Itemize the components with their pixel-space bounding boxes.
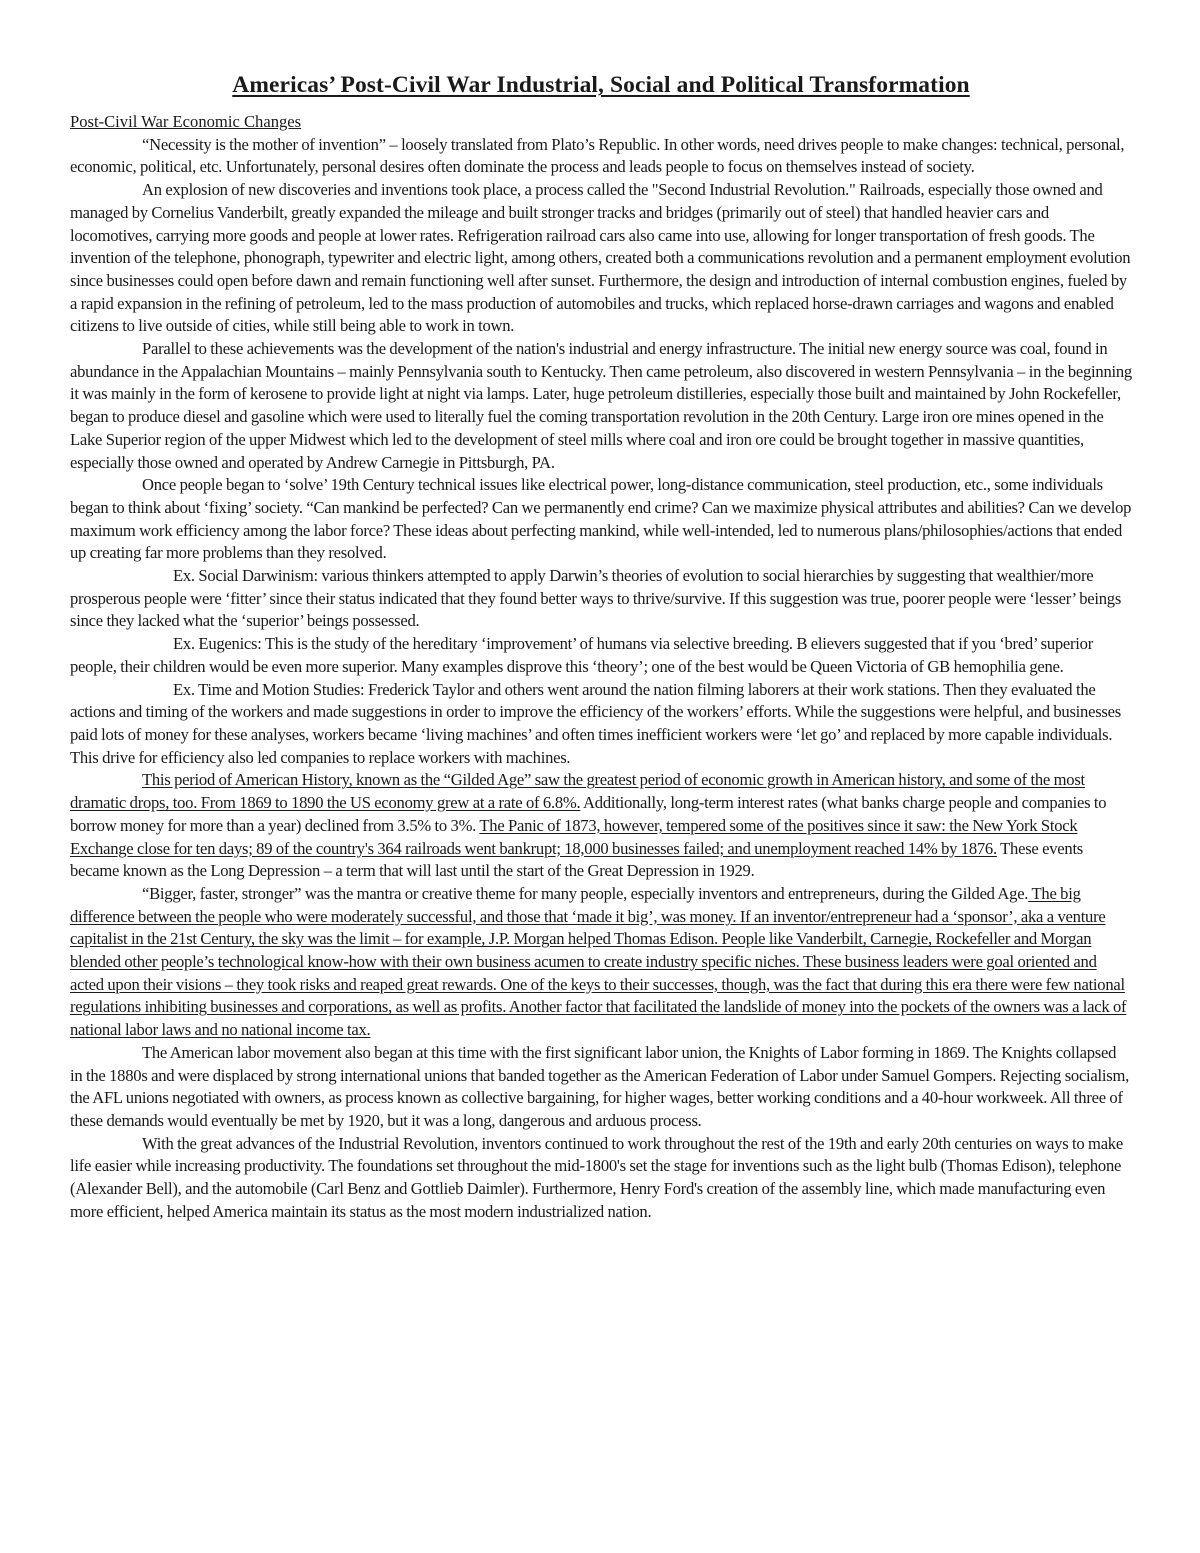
panic-1873-underlined-text: The Panic of 1873, however, tempered some of the positives since it saw: the New York Stock Exchange close for ten days; 89 of the country's 364 railroads went bankrupt; 18,000 businesses failed; and unemployment reached 14% by 1876. (70, 815, 1078, 858)
paragraph-second-industrial-revolution: An explosion of new discoveries and inventions took place, a process called the "Second Industrial Revolution." Railroads, especially those owned and managed by Cornelius Vanderbilt, greatly expanded the mileage and built stronger tracks and bridges (primarily out of steel) that handled heavier cars and locomotives, carrying more goods and people at lower rates. Refrigeration railroad cars also came into use, allowing for longer transportation of fresh goods. The invention of the telephone, phonograph, typewriter and electric light, among others, created both a communications revolution and a permanent employment evolution since businesses could open before dawn and remain functioning well after sunset. Furthermore, the design and introduction of internal combustion engines, fueled by a rapid expansion in the refining of petroleum, led to the mass production of automobiles and trucks, which replaced horse-drawn carriages and wagons and enabled citizens to live outside of cities, while still being able to work in town. (70, 180, 1131, 336)
paragraph-industrial-advances: With the great advances of the Industrial Revolution, inventors continued to work throughout the rest of the 19th and early 20th centuries on ways to make life easier while increasing productivity. The foundations set throughout the mid-1800's set the stage for inventions such as the light bulb (Thomas Edison), telephone (Alexander Bell), and the automobile (Carl Benz and Gottlieb Daimler). Furthermore, Henry Ford's creation of the assembly line, which made manufacturing even more efficient, helped America maintain its status as the most modern industrialized nation. (70, 1133, 1123, 1221)
paragraph-time-motion: Ex. Time and Motion Studies: Frederick Taylor and others went around the nation filming laborers at their work stations. Then they evaluated the actions and timing of the workers and made suggestions in order to improve the efficiency of the workers’ efforts. While the suggestions were helpful, and businesses paid lots of money for these analyses, workers became ‘living machines’ and often times inefficient workers were ‘let go’ and replaced by more capable individuals. This drive for efficiency also led companies to replace workers with machines. (70, 679, 1121, 767)
paragraph-fixing-society: Once people began to ‘solve’ 19th Century technical issues like electrical power, long-distance communication, steel production, etc., some individuals began to think about ‘fixing’ society. “Can mankind be perfected? Can we permanently end crime? Can we maximize physical attributes and abilities? Can we develop maximum work efficiency among the labor force? These ideas about perfecting mankind, while well-intended, led to numerous plans/philosophies/actions that ended up creating far more problems than they resolved. (70, 475, 1132, 563)
bigger-faster-text: “Bigger, faster, stronger” was the mantra or creative theme for many people, especially inventors and entrepreneurs, during the Gilded Age. (142, 883, 1029, 903)
interest-rates-text: Additionally, long-term interest rates (what banks charge people and companies to borrow money for more than a year) declined from 3.5% to 3%. (70, 793, 1107, 835)
paragraph-necessity: “Necessity is the mother of invention” – loosely translated from Plato’s Republic. In other words, need drives people to make changes: technical, personal, economic, political, etc. Unfortunately, personal desires often dominate the process and leads people to focus on themselves instead of society. (70, 134, 1125, 177)
paragraph-labor-movement: The American labor movement also began at this time with the first significant labor union, the Knights of Labor forming in 1869. The Knights collapsed in the 1880s and were displaced by strong international unions that banded together as the American Federation of Labor under Samuel Gompers. Rejecting socialism, the AFL unions negotiated with owners, as process known as collective bargaining, for higher wages, better working conditions and a 40-hour workweek. All three of these demands would eventually be met by 1920, but it was a long, dangerous and arduous process. (70, 1042, 1130, 1130)
paragraph-gilded-age (70, 769, 1132, 883)
long-depression-text: These events became known as the Long Depression – a term that will last until the start of the Great Depression in 1929. (70, 838, 1084, 881)
paragraph-eugenics: Ex. Eugenics: This is the study of the hereditary ‘improvement’ of humans via selective breeding. B elievers suggested that if you ‘bred’ superior people, their children would be even more superior. Many examples disprove this ‘theory’; one of the best would be Queen Victoria of GB hemophilia gene. (70, 634, 1093, 676)
money-underlined-text: The big difference between the people who were moderately successful, and those that ‘made it big’, was money. If an inventor/entrepreneur had a ‘sponsor’, aka a venture capitalist in the 21st Century, the sky was the limit – for example, J.P. Morgan helped Thomas Edison. People like Vanderbilt, Carnegie, Rockefeller and Morgan blended other people’s technological know-how with their own business acumen to create industry specific niches. These business leaders were goal oriented and acted upon their visions – they took risks and reaped great rewards. One of the keys to their successes, though, was the fact that during this era there were few national regulations inhibiting businesses and corporations, as well as profits. Another factor that facilitated the landslide of money into the pockets of the owners was a lack of national labor laws and no national income tax. (70, 883, 1127, 1040)
document-body (70, 134, 1132, 1224)
document-title: Americas’ Post-Civil War Industrial, Social and Political Transformation (232, 72, 970, 98)
paragraph-social-darwinism: Ex. Social Darwinism: various thinkers attempted to apply Darwin’s theories of evolution to social hierarchies by suggesting that wealthier/more prosperous people were ‘fitter’ since their status indicated that they found better ways to thrive/survive. If this suggestion was true, poorer people were ‘lesser’ beings since they lacked what the ‘superior’ beings possessed. (70, 566, 1122, 631)
paragraph-bigger-faster (70, 883, 1132, 1042)
gilded-age-underlined-text: This period of American History, known as the “Gilded Age” saw the greatest period of economic growth in American history, and some of the most dramatic drops, too. From 1869 to 1890 the US economy grew at a rate of 6.8%. (70, 770, 1085, 813)
paragraph-infrastructure: Parallel to these achievements was the development of the nation's industrial and energy infrastructure. The initial new energy source was coal, found in abundance in the Appalachian Mountains – mainly Pennsylvania south to Kentucky. Then came petroleum, also discovered in western Pennsylvania – in the beginning it was mainly in the form of kerosene to provide light at night via lamps. Later, huge petroleum distilleries, especially those built and maintained by John Rockefeller, began to produce diesel and gasoline which were used to literally fuel the coming transportation revolution in the 20th Century. Large iron ore mines opened in the Lake Superior region of the upper Midwest which led to the development of steel mills where coal and iron ore could be brought together in massive quantities, especially those owned and operated by Andrew Carnegie in Pittsburgh, PA. (70, 339, 1132, 472)
section-heading: Post-Civil War Economic Changes (70, 112, 302, 131)
